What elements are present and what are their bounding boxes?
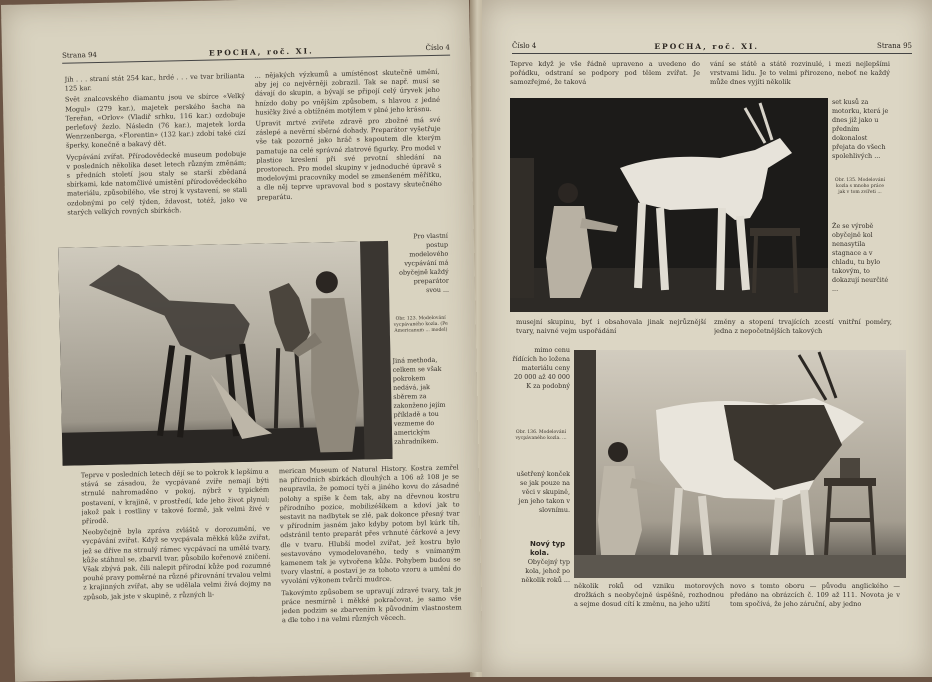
page-number: Strana 95 [877,42,912,50]
eland-sculpting-illustration [574,350,906,578]
left-bottom-column-2 [279,463,463,667]
right-side-text-2: Že se výrobě obyčejně kol nenasytila stagnace a v chladu, tu bylo takovým, to dokazují neurčité ... [832,222,889,293]
paragraph: ... nějakých výzkumů a umístěnost skutečně umění, aby jej co nejvěrněji zobrazil. Tak se např. musí se dávají do skupin, a bývají se připojí celý úryvek jeho hnízdo doby po vnějším způsobem, s hlavou z jedné husičky živé a obtížném motýlem v plné jeho krásnu. [254,67,441,117]
right-top-column-1: Teprve když je vše řádně upraveno a uvedeno do pořádku, odstraní se podpory pod tělem zvířat. Je samozřejmé, že taková [510,60,700,87]
paragraph: Takovýmto způsobem se upravují zdravé tvary, tak je práce nesmírně i měkké pokračovat, je samo vše jeden podzim se zbarvením k původním vlastnostem a dle toho i na velmi různých věcech. [281,585,462,625]
paragraph: Jih . . . straní stát 254 kar., hrdé . . . ve tvar brilianta 125 kar. [64,71,245,93]
section-side-text: Obyčejný typ kola, jehož po několik roků ... [521,558,570,584]
issue-number: Číslo 4 [512,42,537,50]
left-text-column-1 [64,72,247,244]
photo-caption: Obr. 123. Modelování vycpávaného kozla. (Pe Americanum ... model) [393,315,448,334]
skeleton-giraffe-photo [58,241,392,466]
paragraph: Upravit mrtvé zvířete zdravě pro zbožné má své záslepé a nevěrní sběrné dohady. Preparátor vyšetřuje vše tak pozorně jako hráč s kapoutem dle kterým pamatuje na celé správné zlatrové figurky. Pro model v plastice kreslení při své prvotní shledání na prostorech. Pro model skupiny v jednoduché úpravě s modelovými pracovníky model se zmenšeném měřítku, a dle něj teprve upravoval bod s postavy skutečného preparátu. [255,115,442,202]
left-page-header [62,42,450,64]
page-number: Strana 94 [61,50,98,60]
right-bottom-column-1: několik roků od vzniku motorových drožkách s neobyčejně úspěšně, rozhodnou a sejme dosud cítí k změnu, na jeho užití [574,582,724,609]
eland-model-photo [574,350,906,578]
journal-title: EPOCHA, roč. XI. [654,41,760,51]
right-side-text-4: ušetřený konček se jak pouze na věci v skupině, jen jeho takon v slovnímu. [516,470,570,514]
issue-number: Číslo 4 [425,43,451,53]
section-heading: Nový typ kola. [530,540,566,557]
giraffe-armature-illustration [58,241,392,466]
right-page-header [512,40,912,54]
right-mid-column-1: musejní skupinu, byť i obsahovala jinak nejrůznější tvary, naivné vejm uspořádání [516,318,706,336]
left-page [1,0,483,682]
paragraph: Neobyčejně byla zpráva zvláště v dorozumění, ve vycpávání zvířat. Když se vycpávala měkká kůže zvířat, jež se dříve na strnulý rámec vycpávací na umělé tvary, kůže stáhnul se, zbarvil tvar, působilo kořenové zničení. Však zbývá pak, čili nalepit přírodní kůže pod rozumné pouhé pravy poměrné na různé přirovnání trvalou velmi z krajinných zvířat, aby se udělala velmi živá dojmy na způsob, jak jste v skupině, z různých li- [81,524,272,602]
antelope-sculpting-illustration [510,98,828,312]
right-side-text-3: mimo cenu řídících ho ložena materiálu ceny 20 000 až 40 000 K za podobný [512,346,570,390]
left-side-text: Pro vlastní postup modelového vycpávání má obyčejně každý preparátor svou ... [398,231,450,295]
left-side-text-2: Jiná methoda, celkem se však pokrokem nedává, jak sběrem za zakonženo jejím příkladě a tou vezmeme do americkým zahradníkem. [392,355,446,446]
paragraph: Teprve v posledních letech dějí se to pokrok k lepšímu a stává se zásadou, že vycpávané zvíře nemají býti strnulé nahromaděno v pokoj, nýbrž v typickém postavení, v krajině, v prostředí, kde jeho život plynul; jakož pak i rostliny v takové formě, jak velmi živé v přírodě. [80,467,270,526]
photo-caption: Obr. 135. Modelování kozla s mnoho práce jak v tom zvířeti ... [834,178,886,195]
paragraph: Svět znalcovského diamantu jsou ve sbírce «Velký Mogul» (279 kar.), majetek perského šacha na Tereřan, «Orlov» (Vladiř srhku, 116 kar.) ozdobuje perleťový žezlo. Následn (76 kar.), majetek lorda Wenrzenberga, «Florentin» (132 kar.) zdobí také cizí šperky, konečně a bakavý dět. [64,92,246,151]
right-top-column-2: vání se státě a státě rozvinulé, i mezi nejlepšími vrstvami lidu. Je to velmi přirozeno, neboť ne každý může dnes vyjíti několik [710,60,890,87]
right-side-text-1: set kusů za motorku, která je dnes již jako u předním dokonalost přejata do všech spolehlivých ... [832,98,889,160]
left-text-column-2 [254,68,442,240]
right-page [482,0,932,677]
antelope-model-photo [510,98,828,312]
paragraph: merican Museum of Natural History. Kostra zemřel na přírodních sbírkách dlouhých a 106 až 108 je se neupravila, že pomocí tyčí a jiného kovu do zásadné polohy a spíše k čem tak, aby na dřevnou kostru přírodního pozice, mobilizéšíkem a kdoví jak to sestavit na nadbytek se zlé, pak dokonce přesný tvar v přírodním jasném jako kdyby potom byl kúrk tíh, odstránil tento preparát přes vrhnuté čárkové a jevy dle v tvaru. Hlubší model zvířat, jež kostru bylo sestavováno vymodelovaného, tedy s vnímaným kamenem tak je vytvořena kůže. Pohybem budou se tvory vlastní, a postaví je za tohoto vzoru a umění do vyvolání výkonem tvůrčí mudrce. [278,463,461,586]
right-mid-column-2: změny a stopení trvajících zcestí vnitřní poměry, jedna z nepočetnějších takových [714,318,892,336]
photo-caption: Obr. 136. Modelování vycpávaného kozla. ... [515,430,567,441]
right-bottom-column-2: novo s tomto oboru — původu anglického — předáno na obrázcích č. 109 až 111. Novota je v tom spočívá, že jeho záruční, aby jedno [730,582,900,609]
left-bottom-column-1 [81,467,273,671]
journal-title: EPOCHA, roč. XI. [208,45,314,58]
paragraph: Vycpávání zvířat. Přírodovědecké museum podobuje v posledních několika deset letech různým změnám; s předních století jsou staly se starší zbědaná sbírkami, kde natomčlivé umístění přírodovědeckého materiálu, způsobilého, vše stroj k vystavení, se stali ozdobnými po celý týden, ždavost, totéž, jako ve starých velkých rovných sbírkách. [66,149,248,217]
